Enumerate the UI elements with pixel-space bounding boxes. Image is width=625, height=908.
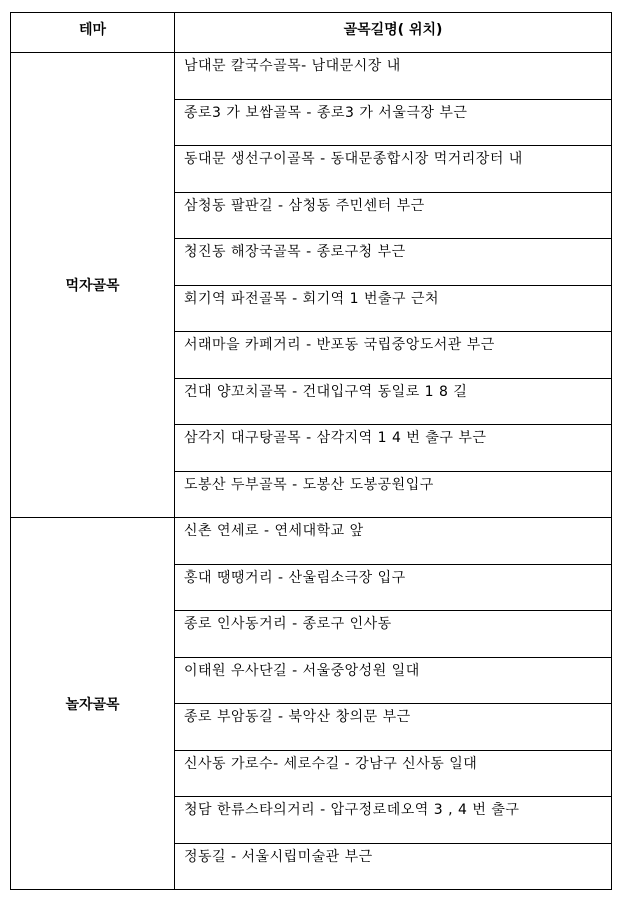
alley-cell: 정동길 - 서울시립미술관 부근 — [175, 843, 612, 890]
theme-cell: 먹자골목 — [11, 53, 175, 518]
alley-cell: 종로 부암동길 - 북악산 창의문 부근 — [175, 704, 612, 751]
alley-cell: 신촌 연세로 - 연세대학교 앞 — [175, 518, 612, 565]
alley-cell: 동대문 생선구이골목 - 동대문종합시장 먹거리장터 내 — [175, 146, 612, 193]
theme-cell: 놀자골목 — [11, 518, 175, 890]
alley-table — [10, 12, 612, 890]
header-theme: 테마 — [11, 13, 175, 53]
alley-cell: 이태원 우사단길 - 서울중앙성원 일대 — [175, 657, 612, 704]
alley-cell: 신사동 가로수- 세로수길 - 강남구 신사동 일대 — [175, 750, 612, 797]
alley-cell: 삼청동 팔판길 - 삼청동 주민센터 부근 — [175, 192, 612, 239]
alley-cell: 서래마을 카페거리 - 반포동 국립중앙도서관 부근 — [175, 332, 612, 379]
alley-cell: 회기역 파전골목 - 회기역 1 번출구 근처 — [175, 285, 612, 332]
header-row — [11, 13, 612, 53]
alley-cell: 도봉산 두부골목 - 도봉산 도봉공원입구 — [175, 471, 612, 518]
alley-cell: 종로 인사동거리 - 종로구 인사동 — [175, 611, 612, 658]
alley-cell: 남대문 칼국수골목- 남대문시장 내 — [175, 53, 612, 100]
table-row — [11, 53, 612, 100]
alley-cell: 삼각지 대구탕골목 - 삼각지역 1 4 번 출구 부근 — [175, 425, 612, 472]
alley-cell: 홍대 땡땡거리 - 산울림소극장 입구 — [175, 564, 612, 611]
alley-cell: 청진동 해장국골목 - 종로구청 부근 — [175, 239, 612, 286]
alley-cell: 건대 양꼬치골목 - 건대입구역 동일로 1 8 길 — [175, 378, 612, 425]
table-row — [11, 518, 612, 565]
header-alley: 골목길명( 위치) — [175, 13, 612, 53]
alley-cell: 청담 한류스타의거리 - 압구정로데오역 3 , 4 번 출구 — [175, 797, 612, 844]
alley-cell: 종로3 가 보쌈골목 - 종로3 가 서울극장 부근 — [175, 99, 612, 146]
